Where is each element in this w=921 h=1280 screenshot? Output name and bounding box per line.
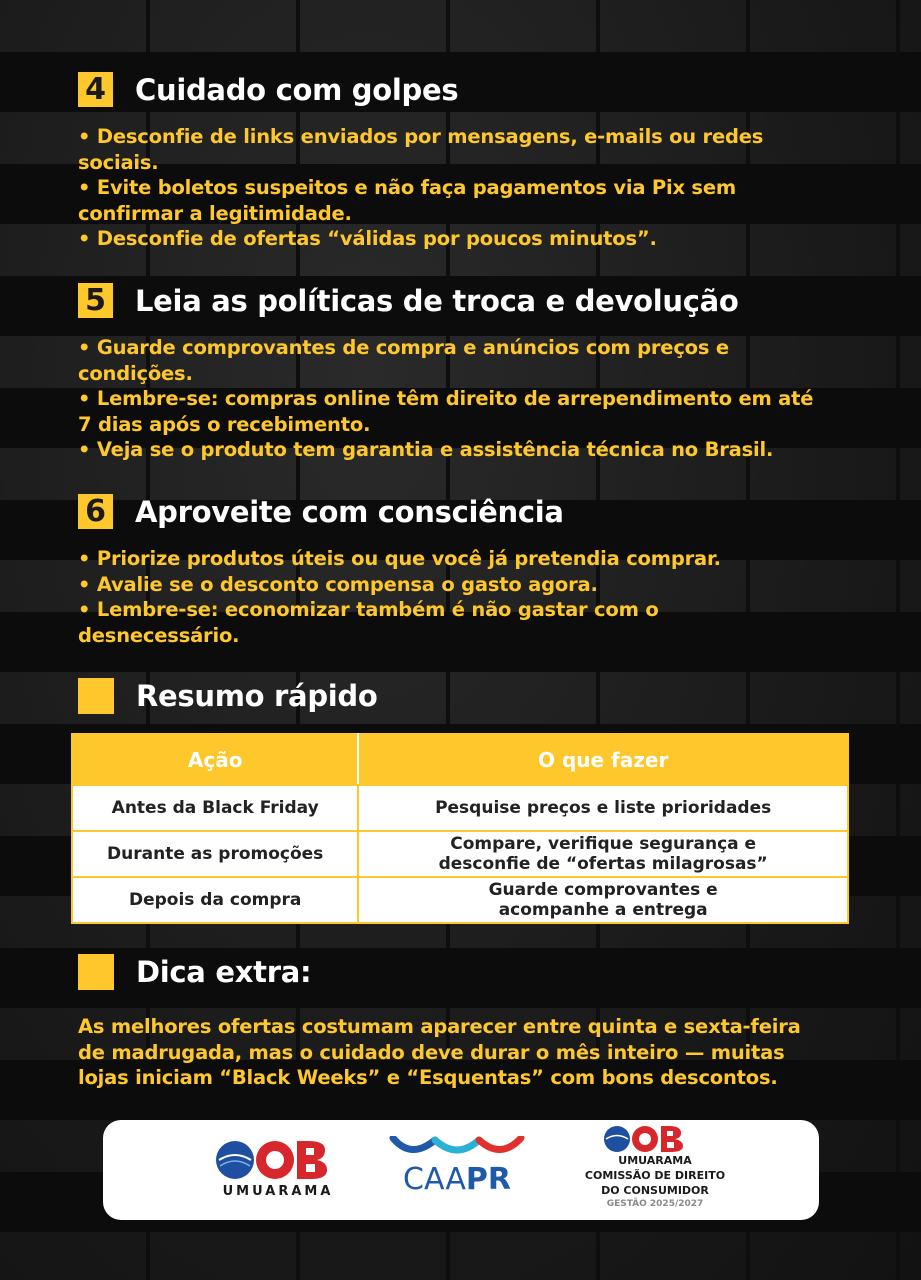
caapr-wordmark — [389, 1162, 525, 1197]
bullet-line: • Desconfie de links enviados por mensagens, e-mails ou redes — [78, 125, 764, 148]
bullet-line: • Avalie se o desconto compensa o gasto agora. — [78, 572, 598, 596]
bullet-line: • Lembre-se: economizar também é não gastar com o — [78, 598, 659, 621]
extra-line: lojas iniciam “Black Weeks” e “Esquentas” com bons descontos. — [78, 1066, 778, 1089]
summary-title: Resumo rápido — [136, 679, 378, 713]
todo-line: Compare, verifique segurança e — [450, 834, 757, 854]
todo-cell — [358, 831, 848, 877]
section-4-bullets — [78, 124, 888, 252]
column-header-action: Ação — [72, 734, 358, 785]
table-row — [72, 831, 848, 877]
bullet-line: desnecessário. — [78, 623, 240, 647]
commission-line1: COMISSÃO DE DIREITO — [584, 1169, 726, 1182]
commission-term: GESTÃO 2025/2027 — [606, 1199, 704, 1209]
extra-text — [78, 1014, 898, 1091]
summary-header — [78, 678, 378, 714]
section-6-bullets — [78, 546, 888, 648]
oab-umuarama-logo — [213, 1136, 343, 1202]
bullet-line: • Veja se o produto tem garantia e assistência técnica no Brasil. — [78, 438, 774, 461]
bullet-line: • Desconfie de ofertas “válidas por poucos minutos”. — [78, 227, 657, 250]
extra-header — [78, 954, 311, 990]
oab-city-label: UMUARAMA — [222, 1184, 334, 1199]
section-number-badge: 5 — [78, 283, 113, 318]
bullet-line: condições. — [78, 361, 193, 385]
section-title: Aproveite com consciência — [135, 494, 564, 529]
section-number-badge: 6 — [78, 494, 113, 529]
section-4-header — [78, 72, 458, 107]
section-title: Cuidado com golpes — [135, 72, 459, 107]
bullet-line: 7 dias após o recebimento. — [78, 412, 371, 436]
oab-emblem-small-icon — [565, 1124, 745, 1154]
todo-line: Guarde comprovantes e — [488, 880, 718, 900]
todo-cell — [358, 877, 848, 923]
bullet-line: • Evite boletos suspeitos e não faça pagamentos via Pix sem — [78, 176, 736, 199]
caapr-waves-icon — [389, 1136, 525, 1162]
table-header-row — [72, 734, 848, 785]
action-cell: Durante as promoções — [72, 831, 358, 877]
caapr-logo — [389, 1136, 525, 1206]
caapr-part1: CAA — [403, 1162, 466, 1197]
commission-city: UMUARAMA — [618, 1154, 692, 1167]
action-cell: Antes da Black Friday — [72, 785, 358, 831]
todo-line: acompanhe a entrega — [498, 900, 708, 920]
bullet-line: • Priorize produtos úteis ou que você já pretendia comprar. — [78, 547, 721, 570]
extra-line: de madrugada, mas o cuidado deve durar o mês inteiro — muitas — [78, 1040, 785, 1064]
oab-commission-logo — [565, 1124, 745, 1218]
section-6-header — [78, 494, 564, 529]
section-number-badge: 4 — [78, 72, 113, 107]
column-header-todo: O que fazer — [358, 734, 848, 785]
table-row — [72, 785, 848, 831]
commission-line2: DO CONSUMIDOR — [601, 1184, 709, 1197]
yellow-square-icon — [78, 954, 114, 990]
todo-line: desconfie de “ofertas milagrosas” — [438, 854, 768, 874]
section-5-bullets — [78, 335, 888, 463]
section-5-header — [78, 283, 739, 318]
extra-title: Dica extra: — [136, 955, 312, 989]
logo-bar — [103, 1120, 819, 1220]
action-cell: Depois da compra — [72, 877, 358, 923]
summary-table — [71, 733, 849, 924]
section-title: Leia as políticas de troca e devolução — [135, 283, 739, 318]
table-row — [72, 877, 848, 923]
todo-cell — [358, 785, 848, 831]
yellow-square-icon — [78, 678, 114, 714]
caapr-part2: PR — [465, 1162, 511, 1197]
bullet-line: • Guarde comprovantes de compra e anúncios com preços e — [78, 336, 729, 359]
bullet-line: • Lembre-se: compras online têm direito de arrependimento em até — [78, 387, 814, 410]
todo-line: Pesquise preços e liste prioridades — [435, 798, 772, 818]
bullet-line: sociais. — [78, 150, 159, 174]
extra-line: As melhores ofertas costumam aparecer entre quinta e sexta-feira — [78, 1015, 801, 1038]
bullet-line: confirmar a legitimidade. — [78, 201, 352, 225]
